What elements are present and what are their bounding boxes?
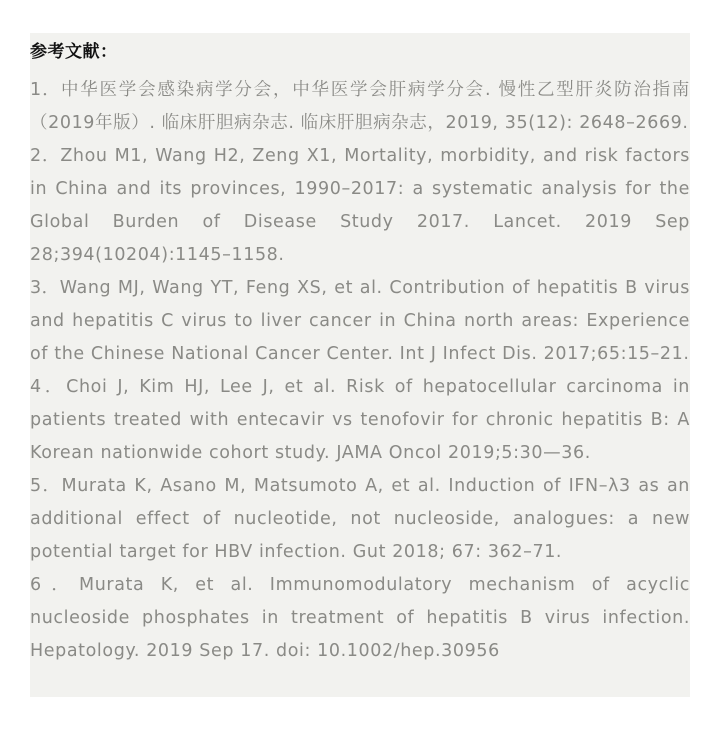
- reference-number: 5．: [30, 476, 62, 496]
- reference-item: [30, 371, 690, 470]
- reference-number: 3．: [30, 278, 60, 298]
- reference-number: 4．: [30, 377, 67, 397]
- reference-number: 1．: [30, 80, 61, 100]
- reference-item: [30, 569, 690, 668]
- reference-item: [30, 272, 690, 371]
- reference-text: Murata K, Asano M, Matsumoto A, et al. Induction of IFN–λ3 as an additional effect of nucleotide, not nucleoside, analogues: a new potential target for HBV infection. Gut 2018; 67: 362–71.: [30, 476, 690, 562]
- reference-text: Wang MJ, Wang YT, Feng XS, et al. Contribution of hepatitis B virus and hepatitis C virus to liver cancer in China north areas: Experience of the Chinese National Cancer Center. Int J Infect Dis. 2017;65:15–21.: [30, 278, 690, 364]
- reference-text: 中华医学会感染病学分会，中华医学会肝病学分会. 慢性乙型肝炎防治指南（2019年版）. 临床肝胆病杂志. 临床肝胆病杂志，2019, 35(12): 2648–2669.: [30, 80, 690, 133]
- reference-item: [30, 470, 690, 569]
- reference-number: 6．: [30, 575, 80, 595]
- reference-text: Choi J, Kim HJ, Lee J, et al. Risk of hepatocellular carcinoma in patients treated with entecavir vs tenofovir for chronic hepatitis B: A Korean nationwide cohort study. JAMA Oncol 2019;5:30—36.: [30, 377, 690, 463]
- reference-number: 2．: [30, 146, 61, 166]
- reference-text: Murata K, et al. Immunomodulatory mechanism of acyclic nucleoside phosphates in treatment of hepatitis B virus infection. Hepatology. 2019 Sep 17. doi: 10.1002/hep.30956: [30, 575, 691, 661]
- reference-item: [30, 140, 690, 272]
- reference-text: Zhou M1, Wang H2, Zeng X1, Mortality, morbidity, and risk factors in China and its provinces, 1990–2017: a systematic analysis for the Global Burden of Disease Study 2017. Lancet. 2019 Sep 28;394(10204):1145–1158.: [30, 146, 690, 265]
- reference-item: [30, 74, 690, 140]
- reference-list: [30, 74, 690, 668]
- references-heading: 参考文献：: [30, 42, 118, 62]
